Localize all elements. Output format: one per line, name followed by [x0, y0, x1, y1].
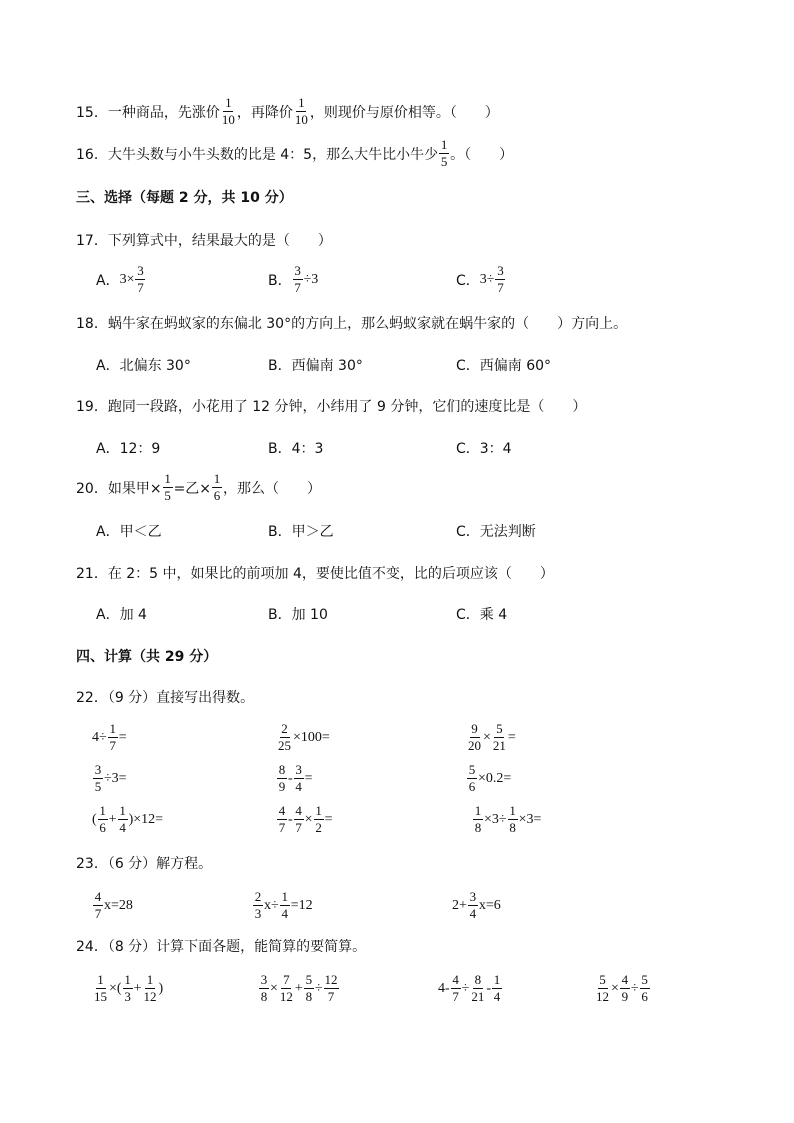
expression: $\frac{9}{20}$ × $\frac{5}{21}$ =: [468, 721, 516, 753]
question-18: 18．蜗牛家在蚂蚁家的东偏北 30°的方向上，那么蚂蚁家就在蜗牛家的（ ）方向上。: [76, 316, 628, 332]
question-24: 24．（8 分）计算下面各题，能简算的要简算。: [76, 939, 367, 955]
option-a[interactable]: A． 3× $\frac{3}{7}$: [96, 263, 144, 295]
option-b[interactable]: B．4：3: [268, 441, 324, 457]
expression: $\frac{3}{8}$ × $\frac{7}{12}$ + $\frac{5}{8}$ ÷ $\frac{12}{7}$: [260, 972, 338, 1004]
question-text: 大牛头数与小牛头数的比是 4：5，那么大牛比小牛少: [107, 146, 439, 163]
option-b[interactable]: B．甲＞乙: [268, 524, 334, 540]
expression: $\frac{8}{9}$ - $\frac{3}{4}$ =: [278, 762, 313, 794]
question-number: 15．: [76, 104, 108, 121]
question-text: 。（ ）: [450, 146, 514, 163]
expression: ( $\frac{1}{6}$ + $\frac{1}{4}$ )×12=: [92, 803, 164, 835]
equation: 2+ $\frac{3}{4}$ x=6: [452, 889, 501, 921]
option-c[interactable]: C． 3÷ $\frac{3}{7}$: [456, 263, 504, 295]
section-3-title: 三、选择（每题 2 分，共 10 分）: [76, 190, 293, 206]
option-a[interactable]: A．甲＜乙: [96, 524, 162, 540]
expression: 4- $\frac{4}{7}$ ÷ $\frac{8}{21}$ - $\frac{1}{4}$: [438, 972, 501, 1004]
question-22: 22．（9 分）直接写出得数。: [76, 690, 255, 706]
question-number: 16．: [76, 146, 108, 163]
option-a[interactable]: A．加 4: [96, 607, 147, 623]
option-a[interactable]: A．12：9: [96, 441, 161, 457]
option-c[interactable]: C．3：4: [456, 441, 512, 457]
expression: $\frac{2}{25}$ ×100=: [278, 721, 330, 753]
option-b[interactable]: B． $\frac{3}{7}$ ÷3: [268, 263, 319, 295]
question-17: 17．下列算式中，结果最大的是（ ）: [76, 233, 332, 249]
question-21: 21．在 2：5 中，如果比的前项加 4，要使比值不变，比的后项应该（ ）: [76, 566, 554, 582]
equation: $\frac{4}{7}$ x=28: [94, 889, 133, 921]
option-c[interactable]: C．乘 4: [456, 607, 508, 623]
expression: $\frac{1}{15}$ ×( $\frac{1}{3}$ + $\frac{1}{12}$ ): [94, 972, 164, 1004]
question-text: 一种商品，先涨价: [107, 104, 220, 121]
option-c[interactable]: C．无法判断: [456, 524, 536, 540]
option-b[interactable]: B．加 10: [268, 607, 328, 623]
option-c[interactable]: C．西偏南 60°: [456, 358, 552, 374]
question-15: [76, 96, 499, 127]
question-text: ，则现价与原价相等。（ ）: [309, 104, 499, 121]
fraction: $\frac{1}{10}$: [221, 95, 235, 127]
option-a[interactable]: A．北偏东 30°: [96, 358, 191, 374]
question-16: [76, 138, 513, 169]
question-23: 23．（6 分）解方程。: [76, 856, 213, 872]
expression: $\frac{3}{5}$ ÷3=: [94, 762, 127, 794]
section-4-title: 四、计算（共 29 分）: [76, 649, 218, 665]
question-19: 19．跑同一段路，小花用了 12 分钟，小纬用了 9 分钟，它们的速度比是（ ）: [76, 399, 587, 415]
expression: $\frac{4}{7}$ - $\frac{4}{7}$ × $\frac{1}{2}$ =: [278, 803, 333, 835]
question-20: 20． 如果甲× $\frac{1}{5}$ =乙× $\frac{1}{6}$ ，那么（ ）: [76, 471, 322, 503]
question-text: ，再降价: [236, 104, 293, 121]
expression: $\frac{5}{12}$ × $\frac{4}{9}$ ÷ $\frac{5}{6}$: [596, 972, 648, 1004]
equation: $\frac{2}{3}$ x÷ $\frac{1}{4}$ =12: [254, 889, 313, 921]
expression: $\frac{5}{6}$ ×0.2=: [468, 762, 512, 794]
option-b[interactable]: B．西偏南 30°: [268, 358, 363, 374]
expression: 4÷ $\frac{1}{7}$ =: [92, 721, 127, 753]
expression: $\frac{1}{8}$ ×3÷ $\frac{1}{8}$ ×3=: [474, 803, 542, 835]
fraction: $\frac{1}{10}$: [294, 95, 308, 127]
fraction: $\frac{1}{5}$: [440, 137, 448, 169]
